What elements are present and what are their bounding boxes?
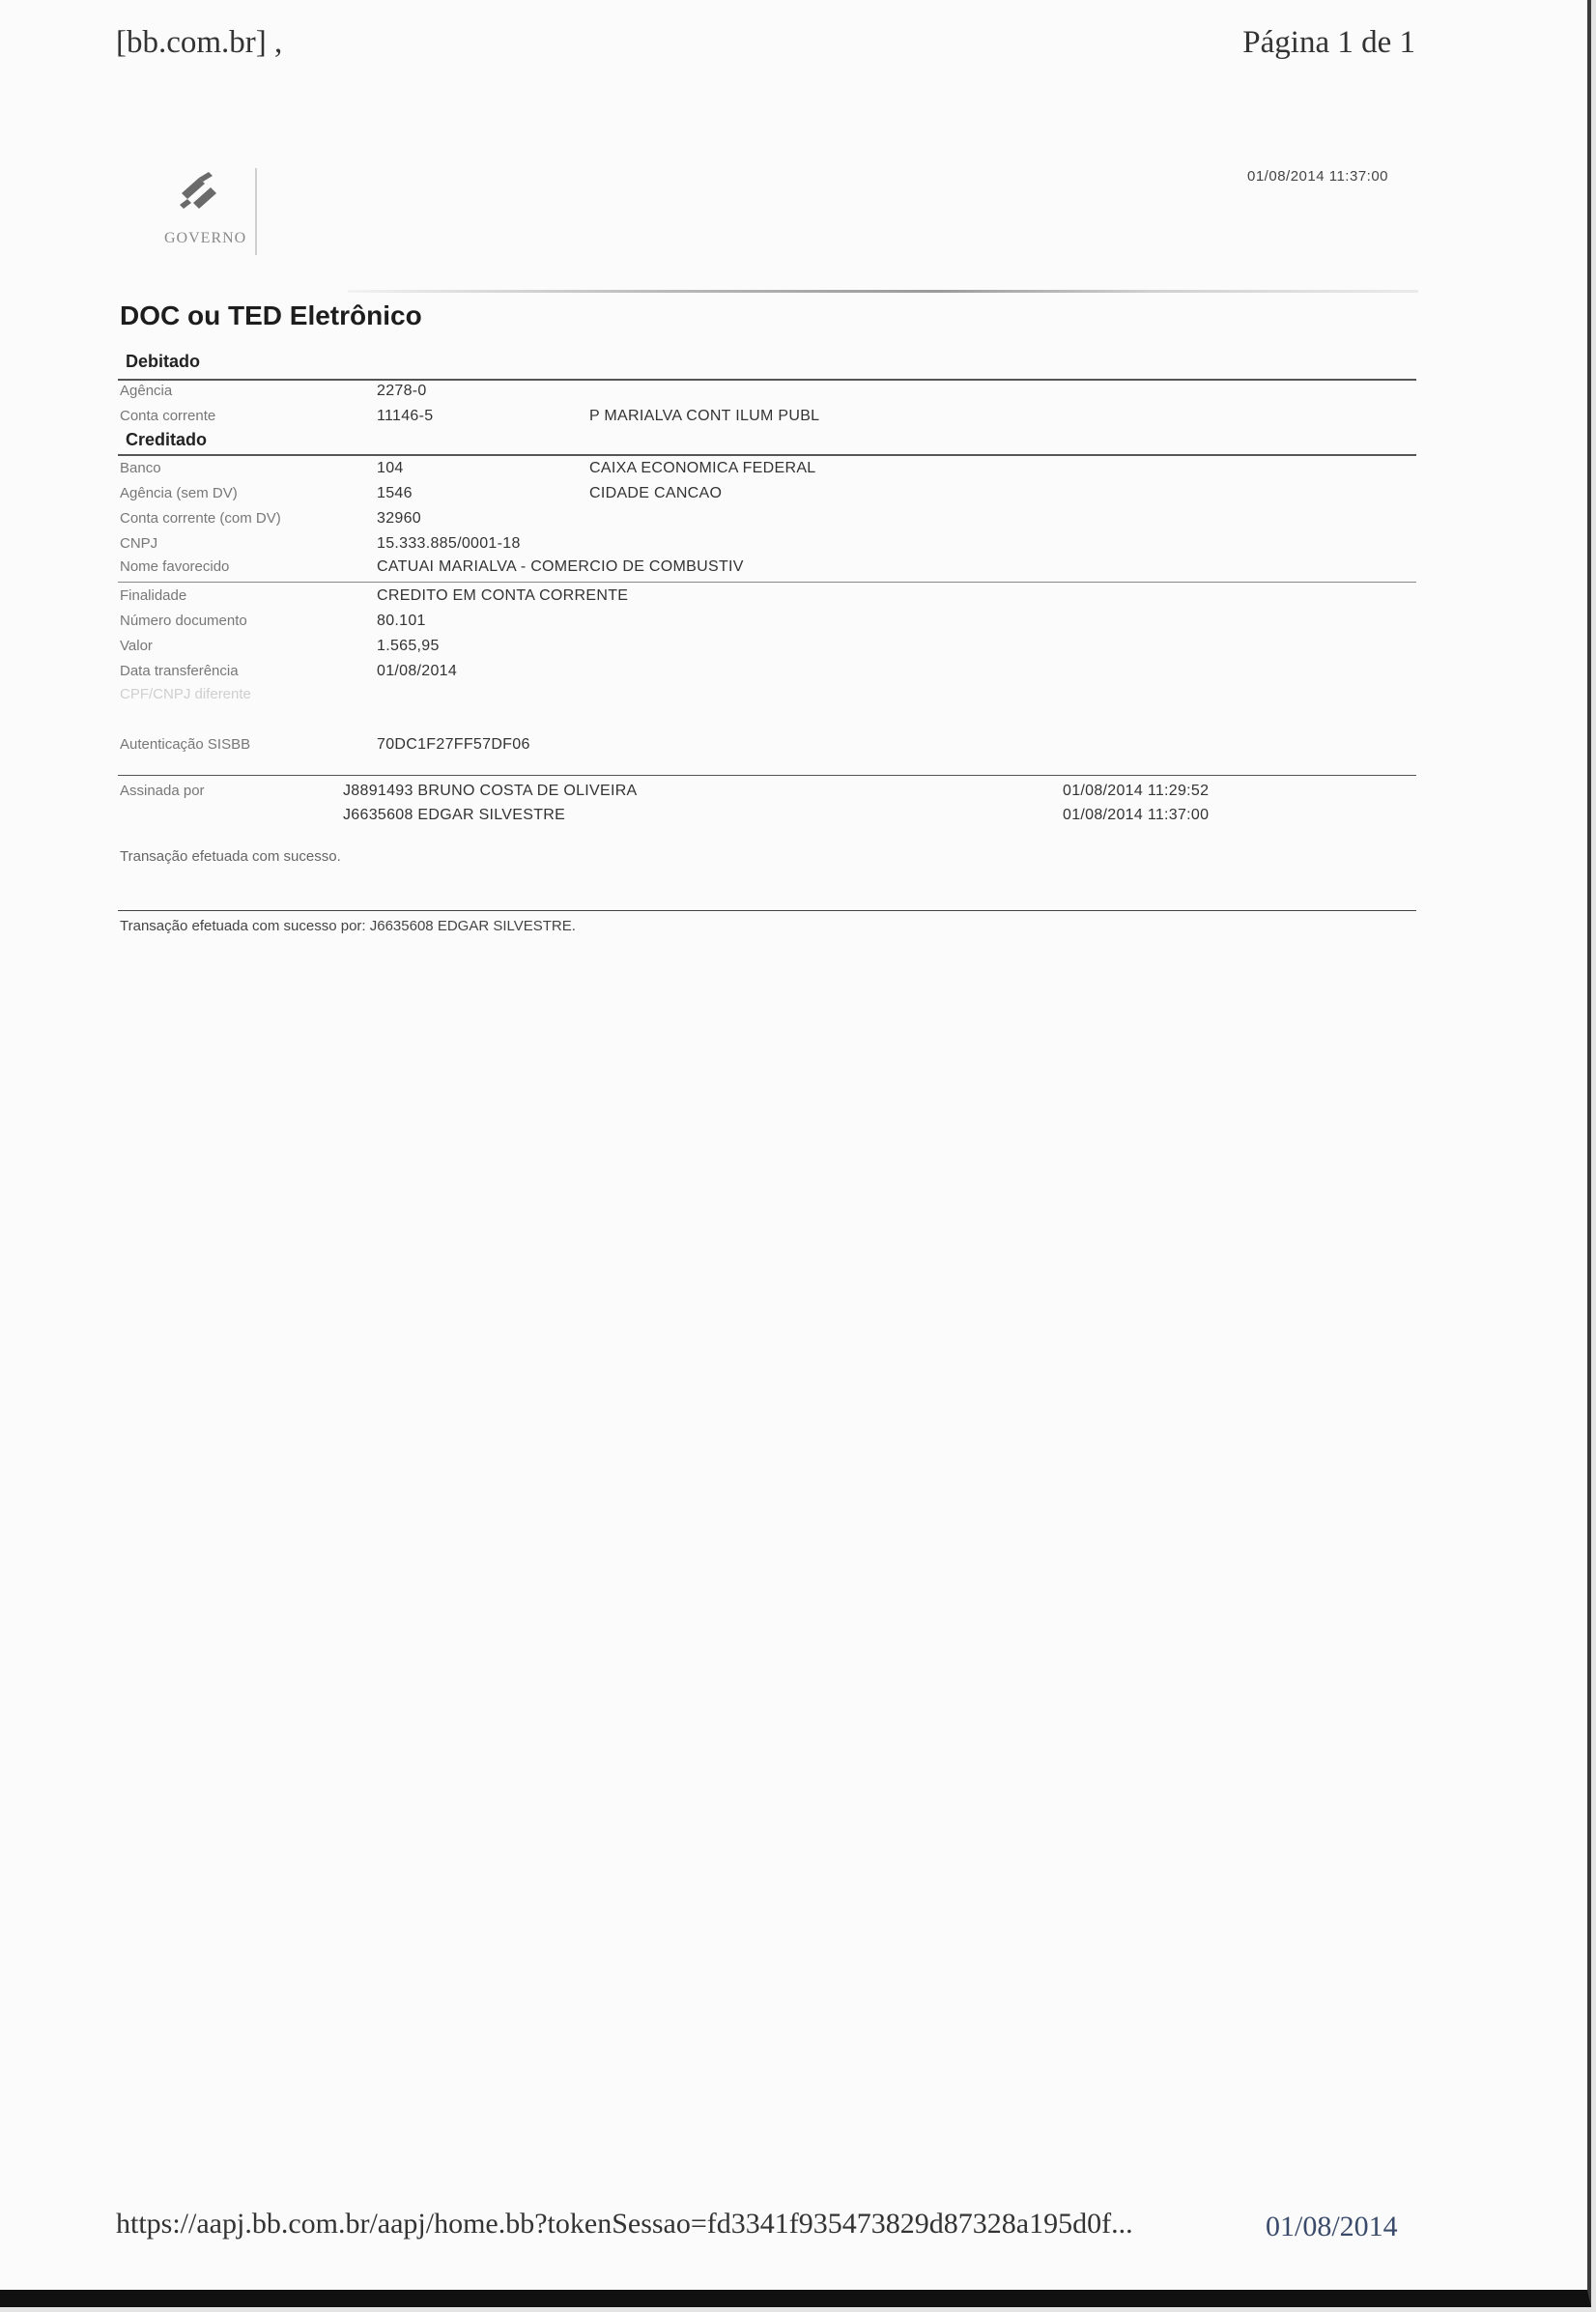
signer-name: J8891493 BRUNO COSTA DE OLIVEIRA [343,783,638,799]
valor-value: 1.565,95 [377,638,440,654]
debitado-titular: P MARIALVA CONT ILUM PUBL [589,408,820,424]
creditado-agencia-nome: CIDADE CANCAO [589,485,723,501]
assinada-por-label: Assinada por [120,783,205,799]
documento-label: Número documento [120,613,247,629]
section-rule [118,910,1416,911]
signer-name: J6635608 EDGAR SILVESTRE [343,807,566,823]
nome-favorecido-label: Nome favorecido [120,558,230,575]
debitado-agencia-value: 2278-0 [377,383,427,399]
bb-logo-icon [170,164,228,222]
cpf-cnpj-diferente-label: CPF/CNPJ diferente [120,686,251,702]
creditado-agencia-value: 1546 [377,485,413,501]
bank-logo [155,164,257,261]
nome-favorecido-value: CATUAI MARIALVA - COMERCIO DE COMBUSTIV [377,558,744,575]
header-site: [bb.com.br] , [116,25,283,60]
print-timestamp: 01/08/2014 11:37:00 [1247,168,1389,185]
banco-label: Banco [120,460,161,476]
page-title: DOC ou TED Eletrônico [120,300,422,330]
banco-nome: CAIXA ECONOMICA FEDERAL [589,460,816,476]
signer-datetime: 01/08/2014 11:37:00 [1063,807,1210,823]
cnpj-value: 15.333.885/0001-18 [377,535,521,552]
header-page-info: Página 1 de 1 [1242,25,1415,60]
section-creditado: Creditado [126,430,208,449]
creditado-conta-label: Conta corrente (com DV) [120,510,281,527]
finalidade-label: Finalidade [120,587,187,604]
section-rule [118,582,1416,583]
header-divider [348,290,1418,293]
section-rule [118,775,1416,776]
debitado-conta-value: 11146-5 [377,408,434,424]
valor-label: Valor [120,638,153,654]
creditado-conta-value: 32960 [377,510,421,527]
data-transferencia-label: Data transferência [120,663,239,679]
data-transferencia-value: 01/08/2014 [377,663,458,679]
banco-value: 104 [377,460,404,476]
footer-date: 01/08/2014 [1266,2211,1398,2242]
documento-value: 80.101 [377,613,426,629]
section-debitado: Debitado [126,352,201,371]
debitado-conta-label: Conta corrente [120,408,216,424]
autenticacao-label: Autenticação SISBB [120,736,251,753]
logo-divider [255,168,257,255]
footer-url: https://aapj.bb.com.br/aapj/home.bb?tokenSessao=fd3341f935473829d87328a195d0f... [116,2208,1133,2240]
status-by-message: Transação efetuada com sucesso por: J6635608 EDGAR SILVESTRE. [120,918,576,934]
logo-label: GOVERNO [164,230,247,246]
section-rule [118,454,1416,456]
autenticacao-value: 70DC1F27FF57DF06 [377,736,530,753]
status-message: Transação efetuada com sucesso. [120,848,341,865]
finalidade-value: CREDITO EM CONTA CORRENTE [377,587,629,604]
creditado-agencia-label: Agência (sem DV) [120,485,238,501]
debitado-agencia-label: Agência [120,383,173,399]
cnpj-label: CNPJ [120,535,158,552]
section-rule [118,379,1416,381]
signer-datetime: 01/08/2014 11:29:52 [1063,783,1210,799]
